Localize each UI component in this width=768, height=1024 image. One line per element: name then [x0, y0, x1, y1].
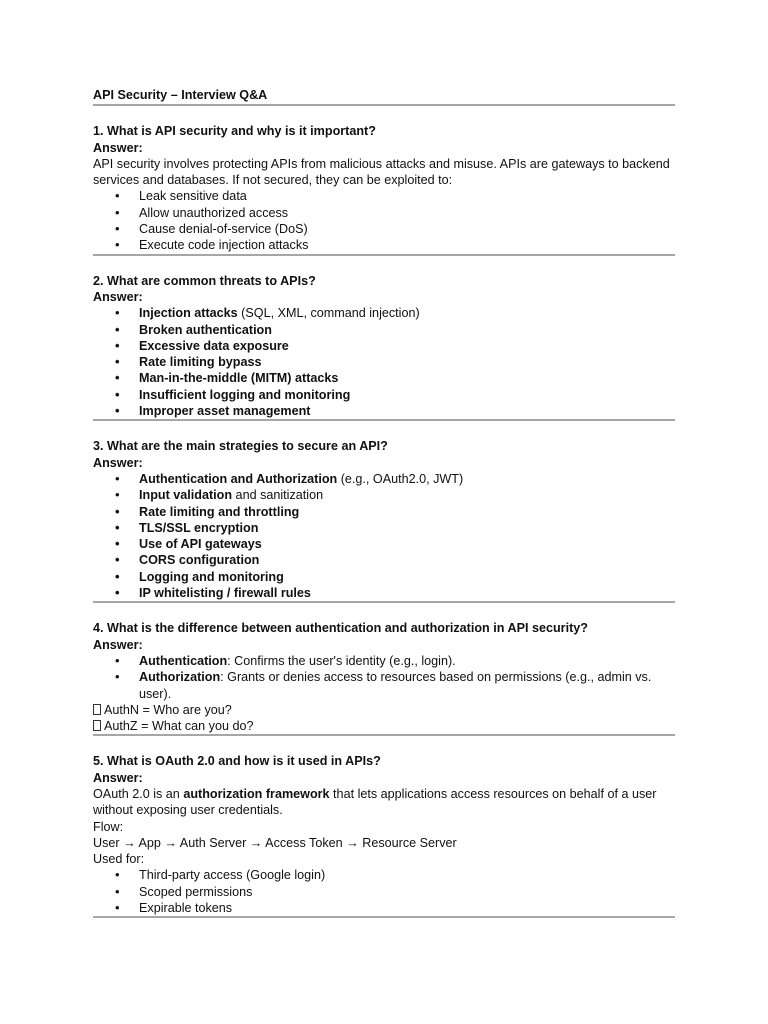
used-for-label: Used for:: [93, 852, 145, 867]
bold-term: Injection attacks: [139, 306, 238, 321]
answer-label: Answer:: [93, 289, 143, 304]
document-title: API Security – Interview Q&A: [93, 88, 268, 102]
authn-text: AuthN = Who are you?: [104, 702, 232, 717]
q1-paragraph: API security involves protecting APIs from malicious attacks and misuse. APIs are gateways to backend services and databases. If not secured, they can be exploited to:: [93, 156, 670, 188]
question-2: 2. What are common threats to APIs?: [93, 273, 316, 288]
bold-term: Input validation: [139, 488, 233, 503]
term-detail: : Grants or denies access to resources based on permissions (e.g., admin vs. user).: [139, 670, 652, 701]
q3-bullet-list: [93, 471, 675, 601]
divider: [93, 254, 675, 256]
divider: [93, 734, 675, 736]
bold-term: Authentication and Authorization: [139, 471, 338, 486]
q1-bullet-list: [93, 188, 675, 253]
answer-label: Answer:: [93, 455, 143, 470]
authz-line: [93, 718, 675, 734]
list-item: • Insufficient logging and monitoring: [93, 387, 675, 403]
list-item: • Scoped permissions: [93, 884, 675, 900]
question-5: 5. What is OAuth 2.0 and how is it used in APIs?: [93, 754, 381, 769]
list-item: [93, 471, 675, 487]
missing-glyph-icon: [93, 704, 101, 715]
q4-bullet-list: [93, 653, 675, 702]
section-q1: [93, 123, 675, 253]
list-item: • Logging and monitoring: [93, 569, 675, 585]
answer-label: Answer:: [93, 637, 143, 652]
list-item: • Man-in-the-middle (MITM) attacks: [93, 370, 675, 386]
list-item: • TLS/SSL encryption: [93, 520, 675, 536]
list-item: • Leak sensitive data: [93, 188, 675, 204]
term-detail: (e.g., OAuth2.0, JWT): [337, 471, 464, 486]
para-text: that lets applications access resources on behalf of a user without exposing user credentials.: [93, 786, 657, 818]
document-page: [93, 87, 675, 918]
section-q5: [93, 753, 675, 916]
term-detail: and sanitization: [232, 488, 324, 503]
list-item: • Improper asset management: [93, 403, 675, 419]
divider: [93, 601, 675, 603]
authz-text: AuthZ = What can you do?: [104, 719, 254, 734]
bold-term: authorization framework: [183, 786, 330, 801]
list-item: • Rate limiting and throttling: [93, 504, 675, 520]
list-item: [93, 487, 675, 503]
divider: [93, 419, 675, 421]
list-item: • Third-party access (Google login): [93, 867, 675, 883]
list-item: • Rate limiting bypass: [93, 354, 675, 370]
list-item: • Use of API gateways: [93, 536, 675, 552]
list-item: • CORS configuration: [93, 552, 675, 568]
q2-bullet-list: [93, 305, 675, 419]
bold-term: Authentication: [139, 653, 228, 668]
term-detail: : Confirms the user's identity (e.g., login).: [227, 653, 456, 668]
list-item: • IP whitelisting / firewall rules: [93, 585, 675, 601]
flow-label: Flow:: [93, 819, 124, 834]
list-item: • Broken authentication: [93, 322, 675, 338]
list-item: [93, 669, 675, 702]
authn-line: [93, 702, 675, 718]
section-q4: [93, 620, 675, 734]
question-1: 1. What is API security and why is it important?: [93, 124, 376, 139]
flow-line: User → App → Auth Server → Access Token → Resource Server: [93, 835, 457, 850]
question-4: 4. What is the difference between authentication and authorization in API security?: [93, 621, 588, 636]
list-item: • Cause denial-of-service (DoS): [93, 221, 675, 237]
list-item: [93, 305, 675, 321]
answer-label: Answer:: [93, 770, 143, 785]
bold-term: Authorization: [139, 670, 221, 685]
q5-bullet-list: [93, 867, 675, 916]
para-text: OAuth 2.0 is an: [93, 786, 184, 801]
q5-paragraph: [93, 786, 675, 819]
question-3: 3. What are the main strategies to secure an API?: [93, 439, 388, 454]
missing-glyph-icon: [93, 720, 101, 731]
list-item: • Expirable tokens: [93, 900, 675, 916]
list-item: • Execute code injection attacks: [93, 237, 675, 253]
list-item: • Excessive data exposure: [93, 338, 675, 354]
list-item: [93, 653, 675, 669]
answer-label: Answer:: [93, 140, 143, 155]
section-q3: [93, 438, 675, 601]
term-detail: (SQL, XML, command injection): [237, 306, 420, 321]
list-item: • Allow unauthorized access: [93, 205, 675, 221]
divider: [93, 104, 675, 106]
section-q2: [93, 273, 675, 420]
divider: [93, 916, 675, 918]
